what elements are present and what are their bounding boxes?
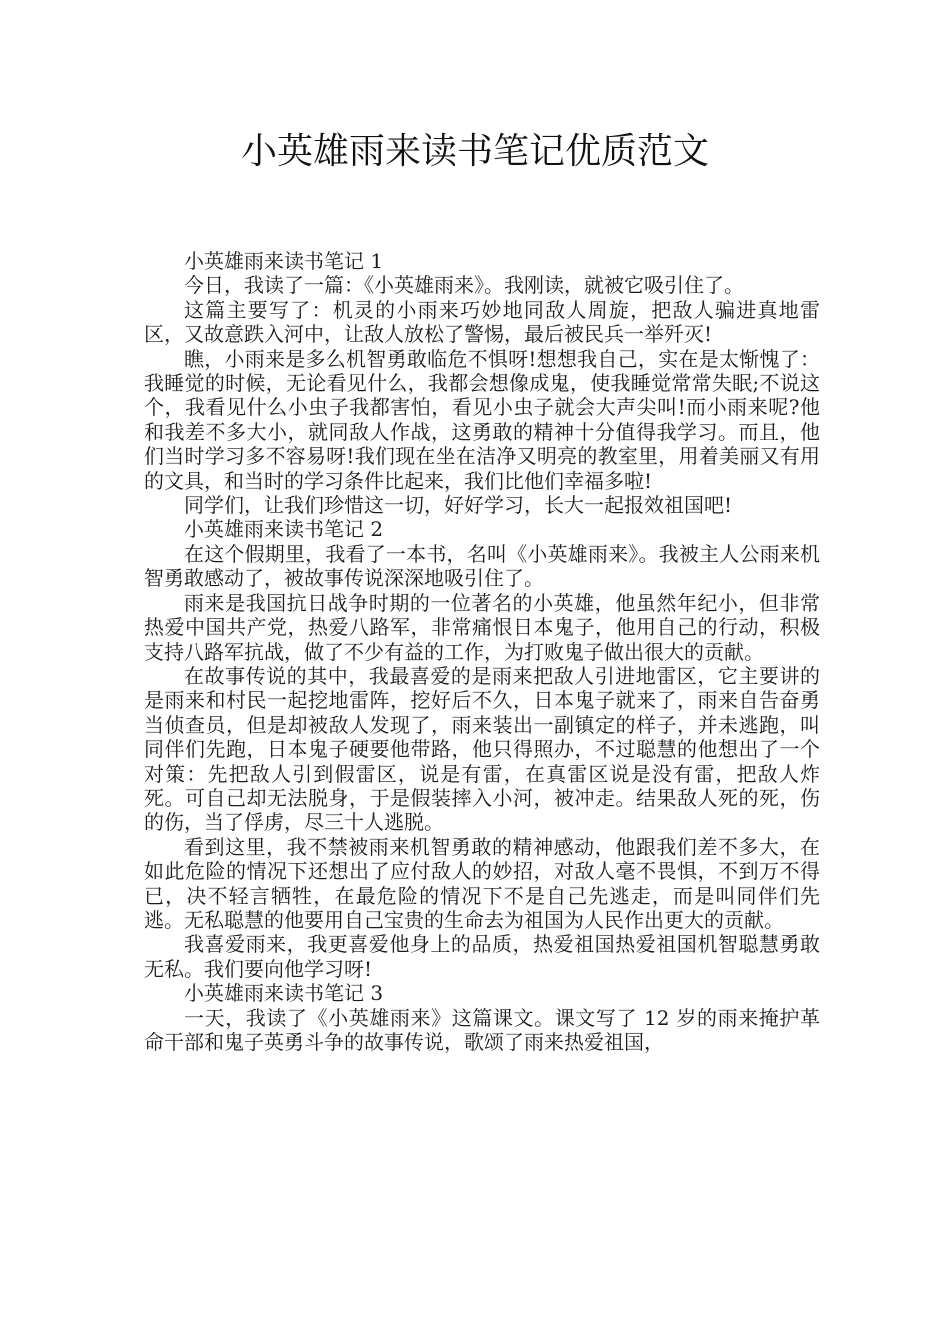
paragraph: 在故事传说的其中，我最喜爱的是雨来把敌人引进地雷区，它主要讲的是雨来和村民一起挖地雷阵，挖好后不久，日本鬼子就来了，雨来自告奋勇当侦查员，但是却被敌人发现了，雨来装出一副镇定的样子，并未逃跑，叫同伴们先跑，日本鬼子硬要他带路，他只得照办，不过聪慧的他想出了一个对策：先把敌人引到假雷区，说是有雷，在真雷区说是没有雷，把敌人炸死。可自己却无法脱身，于是假装摔入小河，被冲走。结果敌人死的死，伤的伤，当了俘虏，尽三十人逃脱。 bbox=[144, 663, 820, 835]
section-heading-2: 小英雄雨来读书笔记 2 bbox=[184, 517, 384, 542]
paragraph: 雨来是我国抗日战争时期的一位著名的小英雄，他虽然年纪小，但非常热爱中国共产党，热爱八路军，非常痛恨日本鬼子，他用自己的行动，积极支持八路军抗战，做了不少有益的工作，为打败鬼子做出很大的贡献。 bbox=[144, 590, 820, 664]
paragraph: 这篇主要写了：机灵的小雨来巧妙地同敌人周旋，把敌人骗进真地雷区，又故意跌入河中，让敌人放松了警惕，最后被民兵一举歼灭! bbox=[144, 297, 820, 347]
paragraph: 在这个假期里，我看了一本书，名叫《小英雄雨来》。我被主人公雨来机智勇敢感动了，被故事传说深深地吸引住了。 bbox=[144, 541, 820, 591]
paragraph: 同学们，让我们珍惜这一切，好好学习，长大一起报效祖国吧! bbox=[184, 493, 733, 518]
document-body bbox=[144, 249, 820, 1054]
paragraph: 今日，我读了一篇：《小英雄雨来》。我刚读，就被它吸引住了。 bbox=[184, 273, 744, 298]
paragraph: 我喜爱雨来，我更喜爱他身上的品质，热爱祖国热爱祖国机智聪慧勇敢无私。我们要向他学习呀! bbox=[144, 932, 820, 981]
section-heading-1: 小英雄雨来读书笔记 1 bbox=[184, 249, 384, 273]
paragraph: 瞧，小雨来是多么机智勇敢临危不惧呀!想想我自己，实在是太惭愧了：我睡觉的时候，无论看见什么，我都会想像成鬼，使我睡觉常常失眠;不说这个，我看见什么小虫子我都害怕，看见小虫子就会大声尖叫!而小雨来呢?他和我差不多大小，就同敌人作战，这勇敢的精神十分值得我学习。而且，他们当时学习多不容易呀!我们现在坐在洁净又明亮的教室里，用着美丽又有用的文具，和当时的学习条件比起来，我们比他们幸福多啦! bbox=[144, 346, 820, 493]
paragraph: 一天，我读了《小英雄雨来》这篇课文。课文写了 12 岁的雨来掩护革命干部和鬼子英勇斗争的故事传说，歌颂了雨来热爱祖国， bbox=[144, 1005, 820, 1054]
section-heading-3: 小英雄雨来读书笔记 3 bbox=[184, 981, 384, 1006]
document-title: 小英雄雨来读书笔记优质范文 bbox=[240, 131, 709, 172]
paragraph: 看到这里，我不禁被雨来机智勇敢的精神感动，他跟我们差不多大，在如此危险的情况下还想出了应付敌人的妙招，对敌人毫不畏惧，不到万不得已，决不轻言牺牲，在最危险的情况下不是自己先逃走，而是叫同伴们先逃。无私聪慧的他要用自己宝贵的生命去为祖国为人民作出更大的贡献。 bbox=[144, 834, 820, 932]
